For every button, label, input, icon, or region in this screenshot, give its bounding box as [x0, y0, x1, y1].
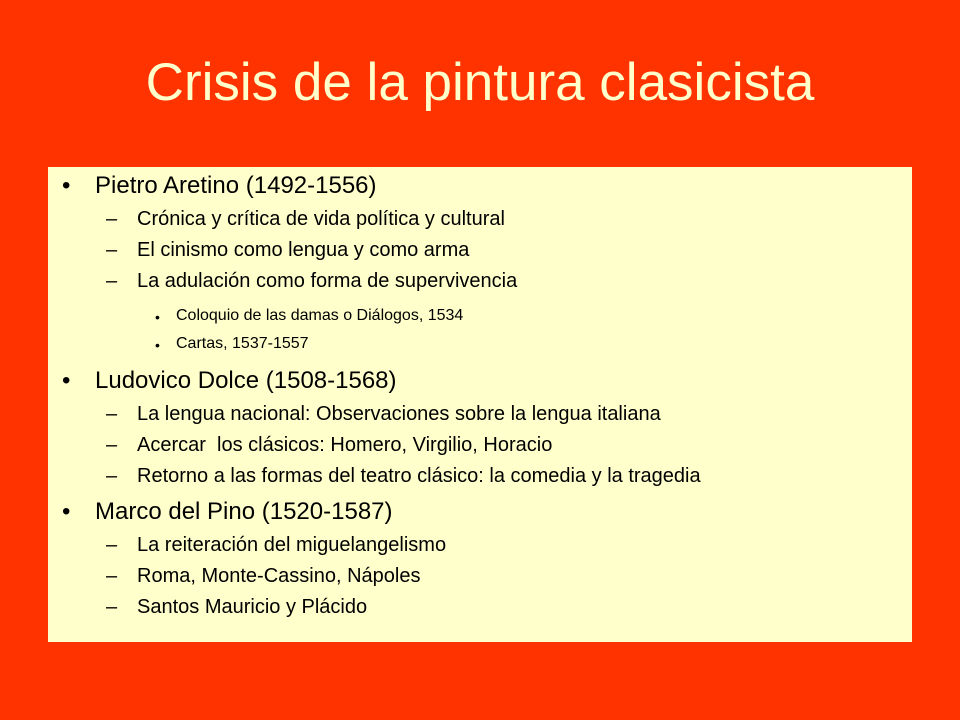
subitem-cinismo [106, 238, 469, 262]
subitem-text: La reiteración del miguelangelismo [137, 534, 447, 556]
subitem-miguelangelismo [106, 533, 446, 557]
slide-title: Crisis de la pintura clasicista [145, 53, 815, 112]
subitem-cronica [106, 207, 505, 231]
content-box [48, 167, 912, 642]
subitem-roma-napoles [106, 564, 420, 588]
bullet-marker: • [62, 172, 71, 199]
bullet-ludovico-dolce [62, 367, 397, 395]
dash-marker: – [106, 565, 118, 587]
subsubitem-text: Cartas, 1537-1557 [176, 335, 309, 352]
bullet-marker: • [155, 309, 160, 325]
bullet-marker: • [155, 337, 160, 353]
dash-marker: – [106, 534, 118, 556]
dash-marker: – [106, 403, 118, 425]
subitem-text: El cinismo como lengua y como arma [137, 239, 470, 261]
subitem-text: Roma, Monte-Cassino, Nápoles [137, 565, 421, 587]
subitem-text: Retorno a las formas del teatro clásico: la comedia y la tragedia [137, 465, 701, 487]
dash-marker: – [106, 208, 118, 230]
dash-marker: – [106, 270, 118, 292]
dash-marker: – [106, 465, 118, 487]
bullet-text: Marco del Pino (1520-1587) [95, 498, 393, 525]
subitem-adulacion [106, 269, 517, 293]
subsubitem-text: Coloquio de las damas o Diálogos, 1534 [176, 307, 464, 324]
subitem-text: Acercar los clásicos: Homero, Virgilio, Horacio [137, 434, 553, 456]
subitem-text: Crónica y crítica de vida política y cultural [137, 208, 505, 230]
dash-marker: – [106, 239, 118, 261]
bullet-text: Pietro Aretino (1492-1556) [95, 172, 377, 199]
subitem-retorno-teatro [106, 464, 701, 488]
bullet-marco-del-pino [62, 498, 393, 526]
dash-marker: – [106, 434, 118, 456]
subitem-lengua-nacional [106, 402, 661, 426]
bullet-text: Ludovico Dolce (1508-1568) [95, 367, 397, 394]
subitem-text: La adulación como forma de supervivencia [137, 270, 518, 292]
subsubitem-cartas [155, 334, 309, 354]
subsubitem-coloquio [155, 306, 463, 326]
bullet-marker: • [62, 498, 71, 525]
subitem-text: Santos Mauricio y Plácido [137, 596, 368, 618]
dash-marker: – [106, 596, 118, 618]
subitem-santos [106, 595, 367, 619]
bullet-marker: • [62, 367, 71, 394]
subitem-acercar-clasicos [106, 433, 552, 457]
subitem-text: La lengua nacional: Observaciones sobre la lengua italiana [137, 403, 661, 425]
bullet-pietro-aretino [62, 172, 377, 200]
